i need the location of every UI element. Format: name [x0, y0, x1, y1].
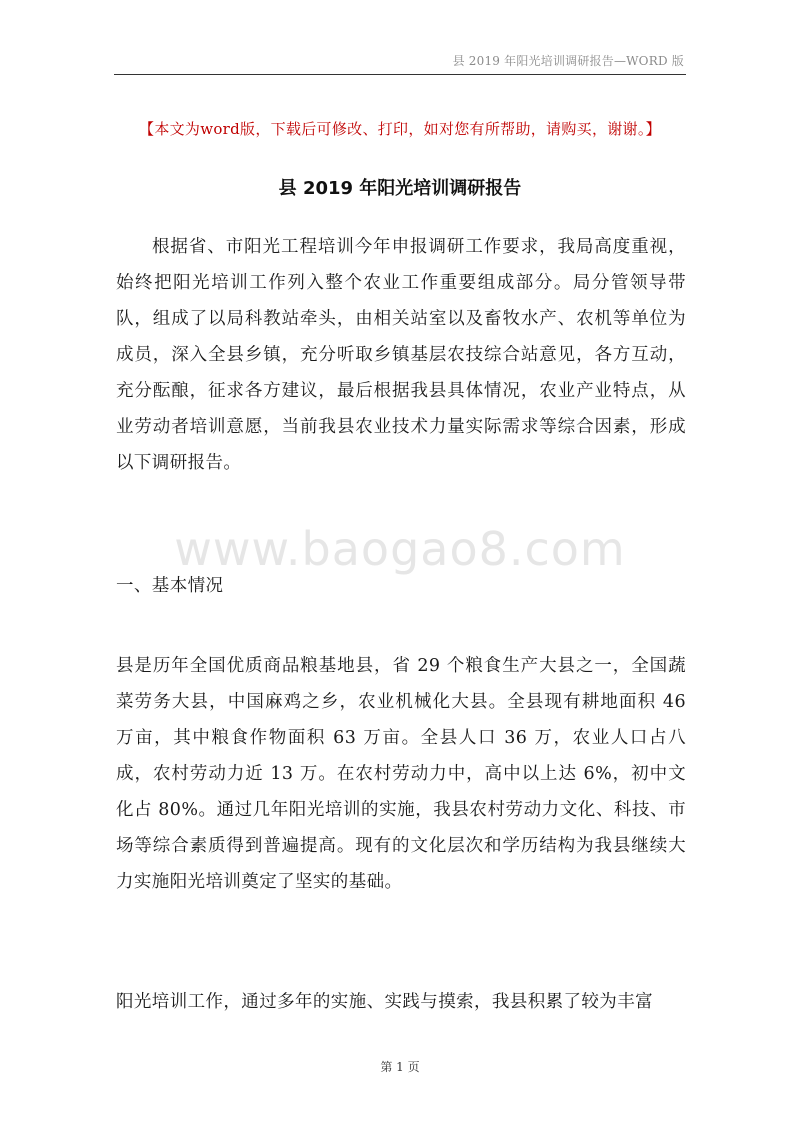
header-divider	[114, 74, 686, 75]
intro-paragraph: 根据省、市阳光工程培训今年申报调研工作要求，我局高度重视，始终把阳光培训工作列入整个农业工作重要组成部分。局分管领导带队，组成了以局科教站牵头，由相关站室以及畜牧水产、农机等单位为成员，深入全县乡镇，充分听取乡镇基层农技综合站意见，各方互动，充分酝酿，征求各方建议，最后根据我县具体情况，农业产业特点，从业劳动者培训意愿，当前我县农业技术力量实际需求等综合因素，形成以下调研报告。	[116, 237, 686, 473]
section-heading: 一、基本情况	[116, 576, 224, 596]
document-title: 县 2019 年阳光培训调研报告	[278, 178, 522, 199]
purchase-notice: 【本文为word版，下载后可修改、打印，如对您有所帮助，请购买，谢谢。】	[139, 120, 661, 138]
section-paragraph-continued: 阳光培训工作，通过多年的实施、实践与摸索，我县积累了较为丰富	[116, 992, 653, 1012]
running-header: 县 2019 年阳光培训调研报告—WORD 版	[452, 54, 684, 68]
site-watermark: www.baogao8.com	[174, 522, 626, 576]
page-number: 第 1 页	[380, 1060, 420, 1074]
section-paragraph: 县是历年全国优质商品粮基地县，省 29 个粮食生产大县之一，全国蔬菜劳务大县，中国麻鸡之乡，农业机械化大县。全县现有耕地面积 46 万亩，其中粮食作物面积 63 万亩。全县人口 36 万，农业人口占八成，农村劳动力近 13 万。在农村劳动力中，高中以上达 6%，初中文化占 80%。通过几年阳光培训的实施，我县农村劳动力文化、科技、市场等综合素质得到普遍提高。现有的文化层次和学历结构为我县继续大力实施阳光培训奠定了坚实的基础。	[116, 656, 686, 892]
